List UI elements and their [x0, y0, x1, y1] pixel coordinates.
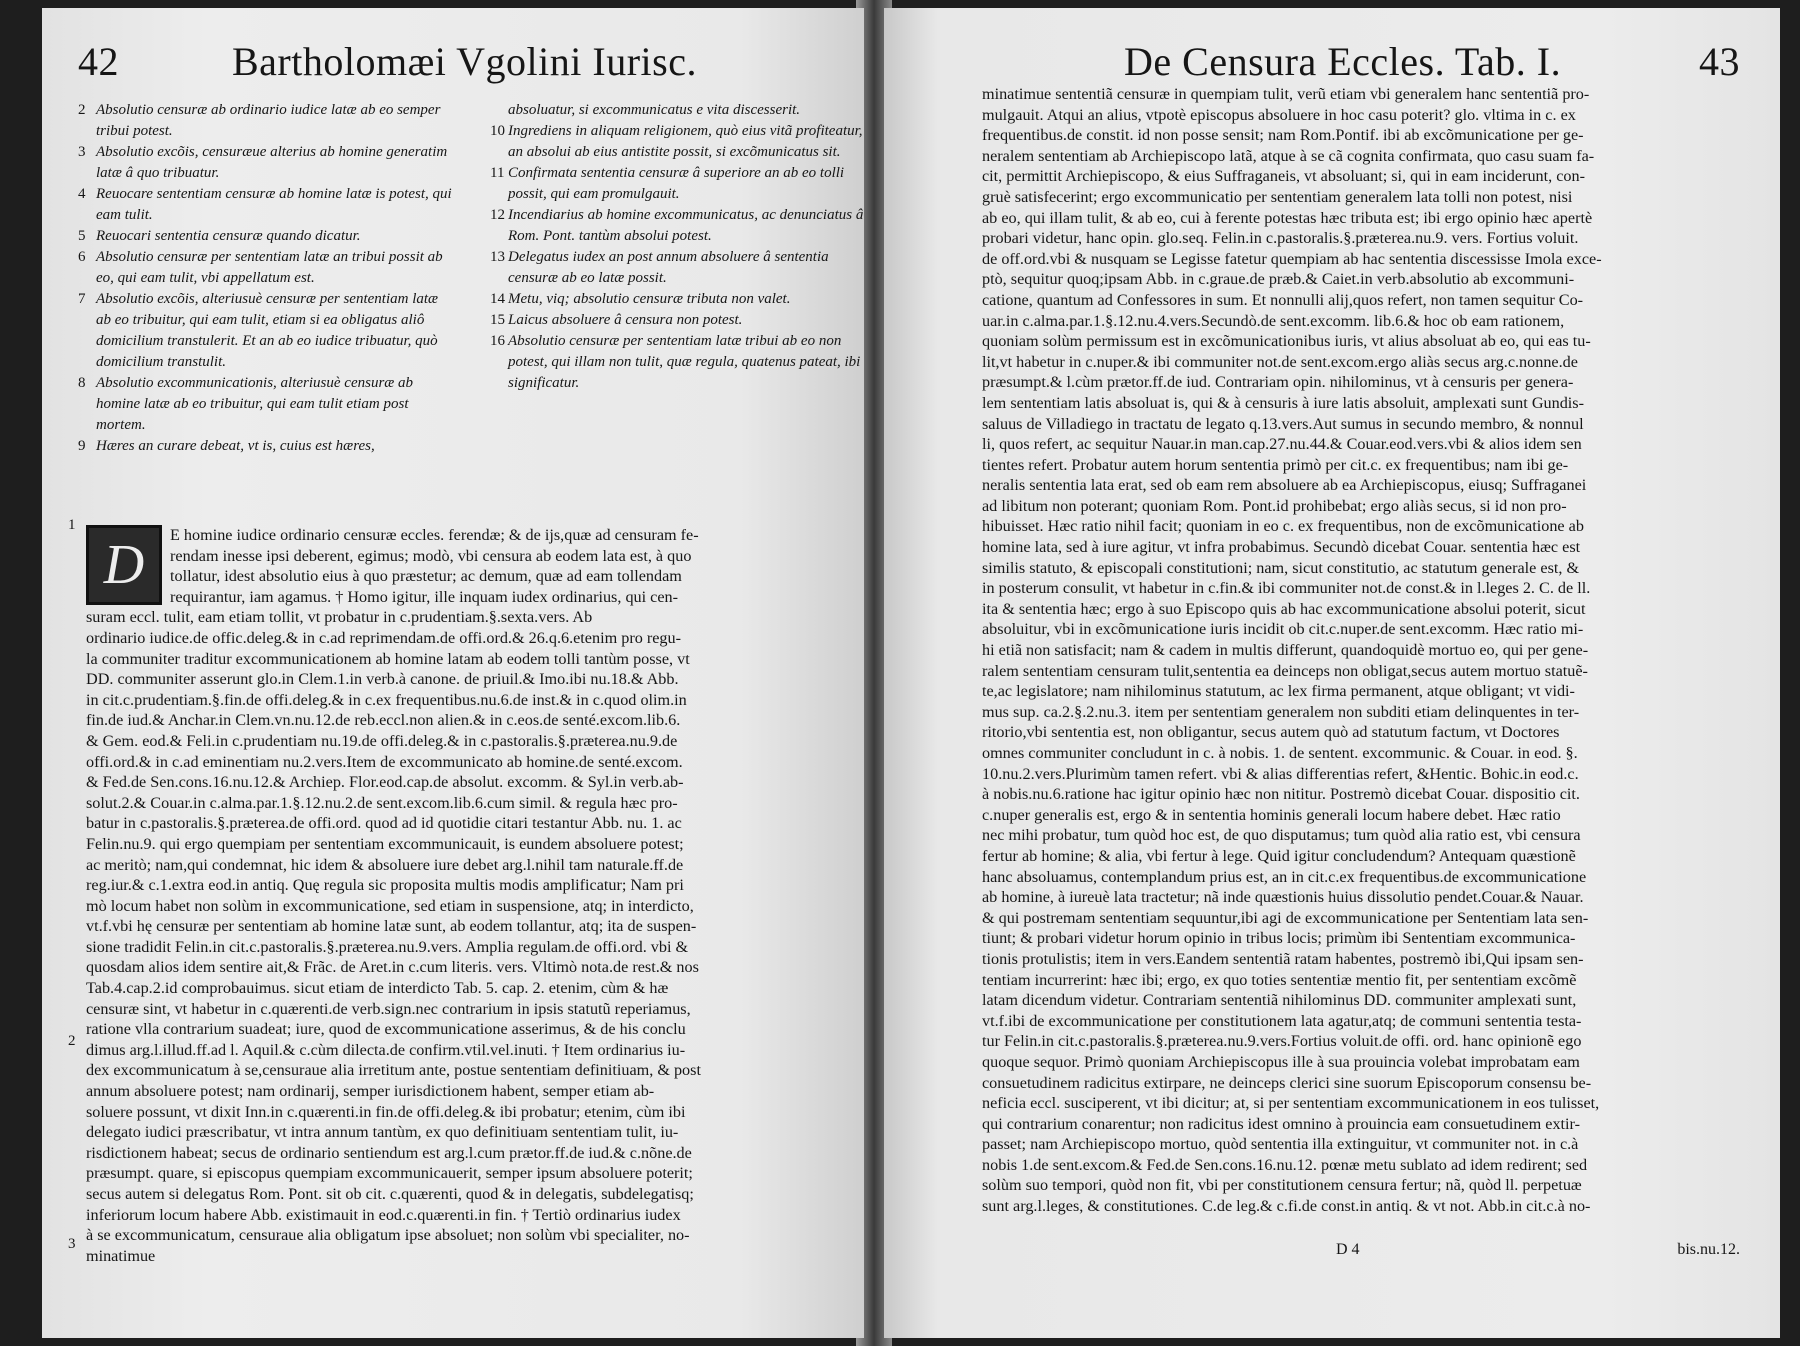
text-line: homine lata, sed à iure agitur, vt infra probabimus. Secundò dicebat Couar. sententia hæc est: [982, 538, 1581, 557]
text-line: neficia eccl. susciperent, vt ibi dicitur; at, si per sententiam excommunicationem in eos tulisset,: [982, 1094, 1600, 1113]
summary-text: Incendiarius ab homine excommunicatus, ac denunciatus â Rom. Pont. tantùm absolui potest.: [508, 207, 864, 244]
text-line: omnes communiter concludunt in c. à nobis. 1. de sentent. excommunic. & Couar. in eod. §.: [982, 744, 1578, 762]
summaries-column-1: [78, 100, 453, 457]
text-line: sunt arg.l.leges, & constitutiones. C.de leg.& c.fi.de const.in antiq. & vt not. Abb.in cit.c.à no-: [982, 1197, 1591, 1216]
summary-text: absoluatur, si excommunicatus e vita discesserit.: [508, 102, 801, 118]
text-line: catione, quantum ad Confessores in sum. Et nonnulli alij,quos refert, non tamen sequitur Co-: [982, 290, 1584, 309]
text-line: & Fed.de Sen.cons.16.nu.12.& Archiep. Flor.eod.cap.de absolut. excomm. & Syl.in verb.ab-: [86, 773, 684, 792]
text-line: Tab.4.cap.2.id comprobauimus. sicut etiam de interdicto Tab. 5. cap. 2. etenim, cùm & hæ: [86, 979, 669, 998]
text-line: à se excommunicatum, censuraue alia obligatum ipse absoluet; non solùm vbi specialiter, no-: [86, 1226, 690, 1245]
text-line: soluere possunt, vt dixit Inn.in c.quærenti.in fin.de offi.deleg.& ibi probatur; etenim, cùm ibi: [86, 1102, 686, 1121]
summary-number: 15: [490, 312, 505, 328]
text-line: & Gem. eod.& Feli.in c.prudentiam nu.19.de offi.deleg.& in c.pastoralis.§.præterea.nu.9.de: [86, 731, 678, 750]
summary-number: 10: [490, 123, 505, 139]
text-line: hi etiã non satisfacit; nam & cadem in multis differunt, quandoquidè mortuo eo, qui per gene-: [982, 641, 1589, 660]
text-line: DD. communiter asserunt glo.in Clem.1.in verb.à canone. de priuil.& Imo.ibi nu.18.& Abb.: [86, 670, 679, 689]
text-line: la communiter traditur excommunicationem ab homine latam ab eodem tolli tantùm posse, vt: [86, 649, 690, 668]
text-line: neralis sententia lata erat, sed ob eam rem absoluere ab ea Archiepiscopus, eiusq; Suffraganei: [982, 476, 1587, 495]
summary-text: Absolutio censuræ ab ordinario iudice latæ ab eo semper tribui potest.: [96, 102, 441, 139]
right-running-head: De Censura Eccles. Tab. I.: [1124, 39, 1562, 84]
left-body-text: [86, 525, 856, 1266]
summary-text: Absolutio excõis, alteriusuè censuræ per sententiam latæ ab eo tribuitur, qui eam tulit, etiam si ea obligatus aliô domicilium transtulerit. Et an ab eo iudice tribuatur, quò domicilium transtulit.: [96, 291, 439, 370]
text-line: censuræ sint, vt habetur in c.quærenti.de verb.sign.nec contrarium in ipsis statutũ reperiamus,: [86, 999, 691, 1018]
margin-number: 1: [68, 517, 76, 533]
text-line: mò locum habet non solùm in excommunicatione, sed etiam in suspensione, atq; in interdicto,: [86, 896, 694, 915]
text-line: fin.de iud.& Anchar.in Clem.vn.nu.12.de reb.eccl.non alien.& in c.eos.de senté.excom.lib.6.: [86, 711, 681, 730]
summary-text: Delegatus iudex an post annum absoluere â sententia censuræ ab eo latæ possit.: [508, 249, 829, 286]
summary-number: 3: [78, 144, 86, 160]
summary-text: Hæres an curare debeat, vt is, cuius est hæres,: [96, 438, 375, 454]
right-page-number: 43: [1699, 39, 1740, 84]
text-line: te,ac legislatore; nam nihilominus statutum, ac lex firma permanent, atque obligant; vt vidi-: [982, 682, 1575, 701]
text-line: risdictionem habeat; secus de ordinario sentiendum est arg.l.cum prætor.ff.de iud.& c.nõne.de: [86, 1143, 692, 1162]
text-line: E homine iudice ordinario censuræ eccles. ferendæ; & de ijs,quæ ad censuram fe-: [170, 526, 699, 544]
summary-number: 13: [490, 249, 505, 265]
left-running-head: Bartholomæi Vgolini Iurisc.: [232, 39, 697, 84]
right-body-text: [982, 84, 1752, 1217]
summary-number: 12: [490, 207, 505, 223]
text-line: quoque sequor. Primò quoniam Archiepiscopus ille à sua prouincia volebat improbatam eam: [982, 1052, 1580, 1071]
margin-number: 2: [68, 1033, 76, 1049]
summary-item: [490, 310, 864, 331]
text-line: requirantur, iam agamus. † Homo igitur, ille inquam iudex ordinarius, qui cen-: [170, 587, 679, 606]
text-line: lit,vt habetur in c.nuper.& ibi communiter not.de sent.excom.ergo aliàs secus arg.c.nonne.de: [982, 352, 1578, 371]
summary-item: [78, 289, 453, 373]
summary-number: 16: [490, 333, 505, 349]
summary-item: [78, 142, 453, 184]
summary-text: Confirmata sententia censuræ â superiore an ab eo tolli possit, qui eam promulgauit.: [508, 165, 845, 202]
text-line: secus autem si delegatus Rom. Pont. sit ob cit. c.quærenti, quod & in delegatis, subdelegatisq;: [86, 1185, 694, 1203]
text-line: delegato iudici præscribatur, vt intra annum tantùm, ex quo definitiuam sententiam tulit, iu-: [86, 1123, 679, 1142]
summary-text: Metu, viq; absolutio censuræ tributa non valet.: [508, 291, 791, 307]
summary-item: [78, 100, 453, 142]
text-line: vt.f.ibi de excommunicatione per constitutionem lata agatur,atq; de communi sententia testa-: [982, 1011, 1582, 1030]
text-line: inferiorum locum habere Abb. existimauit in eod.c.quærenti.in fin. † Tertiò ordinarius iudex: [86, 1205, 681, 1224]
text-line: probari videtur, hanc opin. glo.seq. Felin.in c.pastoralis.§.præterea.nu.9. vers. Fortius voluit.: [982, 229, 1579, 248]
summary-number: 6: [78, 249, 86, 265]
summary-item: [78, 373, 453, 436]
summary-text: Laicus absoluere â censura non potest.: [508, 312, 743, 328]
text-line: solut.2.& Couar.in c.alma.par.1.§.12.nu.2.de sent.excom.lib.6.cum simil. & regula hæc pro-: [86, 793, 678, 812]
text-line: in posterum consulit, vt habetur in c.fin.& ibi communiter not.de const.& in l.leges 2. C. de ll.: [982, 579, 1591, 598]
text-line: c.nuper generalis est, ergo & in sententia hominis generali locum habere debet. Hæc ratio: [982, 805, 1561, 824]
text-line: ralem sententiam censuram tulit,sententia ea deinceps non obligat,secus autem mortuo statuẽ-: [982, 661, 1588, 680]
text-line: vt.f.vbi hę censuræ per sententiam ab homine latæ sunt, ab eodem tollantur, atq; ita de suspen-: [86, 917, 697, 936]
text-line: rendam inesse ipsi deberent, egimus; modò, vbi censura ab eodem lata est, à quo: [170, 546, 692, 565]
left-page-number: 42: [78, 39, 119, 84]
right-page: [884, 8, 1780, 1338]
text-line: neralem sententiam ab Archiepiscopo latã, atque à se cã cognita confirmata, quo casu suam fa-: [982, 146, 1595, 165]
text-line: absoluitur, vbi in excõmunicatione iuris incidit ob cit.c.nuper.de sent.excomm. Hæc ratio mi-: [982, 620, 1584, 639]
text-line: dex excommunicatum à se,censuraue alia irretitum ante, postue sententiam definitiuam, & post: [86, 1061, 701, 1080]
summary-text: Reuocare sententiam censuræ ab homine latæ is potest, qui eam tulit.: [96, 186, 452, 223]
text-line: cit, permittit Archiepiscopo, & eius Suffraganeis, vt absoluant; si, qui in eam inciderunt, con-: [982, 167, 1586, 186]
text-line: præsumpt. quare, si episcopus quempiam excommunicauerit, semper ipsum absoluere poterit;: [86, 1164, 693, 1183]
summary-number: 2: [78, 102, 86, 118]
text-line: batur in c.pastoralis.§.præterea.de offi.ord. quod ad id quotidie citari testantur Abb. nu. 1. ac: [86, 814, 682, 833]
text-line: saluus de Villadiego in tractatu de legato q.13.vers.Aut sumus in secundo membro, & nonnul: [982, 414, 1584, 433]
text-line: ad libitum non poterant; quoniam Rom. Pont.id prohibebat; ergo aliàs secus, si id non pro-: [982, 496, 1567, 515]
summary-number: 7: [78, 291, 86, 307]
text-line: qui contrarium conarentur; non radicitus idest omnino à prouincia eam consuetudinem extir-: [982, 1114, 1580, 1133]
text-line: quosdam alios idem sentire ait,& Frãc. de Aret.in c.cum literis. vers. Vltimò nota.de rest.& nos: [86, 958, 699, 977]
summary-item: [490, 205, 864, 247]
text-line: uar.in c.alma.par.1.§.12.nu.4.vers.Secundò.de sent.excomm. lib.6.& hoc ob eam rationem,: [982, 311, 1565, 330]
dropcap-initial: D: [86, 525, 162, 605]
summary-number: 5: [78, 228, 86, 244]
text-line: tientes refert. Probatur autem horum sententia primò per cit.c. ex frequentibus; nam ibi ge-: [982, 455, 1569, 474]
text-line: 10.nu.2.vers.Plurimùm tamen refert. vbi & alias differentias refert, &Hentic. Bohic.in eod.c.: [982, 764, 1579, 783]
catchword: bis.nu.12.: [1677, 1241, 1740, 1258]
text-line: de off.ord.vbi & nusquam se Legisse fatetur quempiam ab hac sententia discessisse Imola exce-: [982, 249, 1602, 268]
text-line: ordinario iudice.de offic.deleg.& in c.ad reprimendam.de offi.ord.& 26.q.6.etenim pro regu-: [86, 628, 682, 647]
text-line: hibuisset. Hæc ratio nihil facit; quoniam in eo c. ex frequentibus, non de excõmunicatione ab: [982, 517, 1584, 536]
text-line: ritorio,vbi sententia est, non obligantur, secus autem quò ad statutum factum, vt Doctores: [982, 723, 1560, 742]
summary-item: [490, 100, 864, 121]
text-line: solùm suo tempori, quòd non fit, vbi per constitutionem censura fertur; nã, quòd ll. perpetuæ: [982, 1176, 1582, 1195]
text-line: tur Felin.in cit.c.pastoralis.§.præterea.nu.9.vers.Fortius voluit.de offi. ord. hanc opinionẽ ego: [982, 1032, 1582, 1051]
text-line: latam dicendum videtur. Contrariam sententiã nihilominus DD. communiter amplexati sunt,: [982, 991, 1577, 1010]
summary-item: [78, 436, 453, 457]
text-line: minatimue: [86, 1246, 156, 1265]
text-line: mulgauit. Atqui an alius, vtpotè episcopus absoluere in hoc casu poterit? glo. vltima in c. ex: [982, 105, 1576, 124]
left-page: [42, 8, 864, 1338]
text-line: nobis 1.de sent.excom.& Fed.de Sen.cons.16.nu.12. pœnæ metu sublato ad idem redirent; sed: [982, 1155, 1588, 1174]
summary-text: Absolutio excommunicationis, alteriusuè censuræ ab homine latæ ab eo tribuitur, qui eam tulit etiam post mortem.: [96, 375, 414, 433]
signature-mark: D 4: [1336, 1241, 1360, 1258]
text-line: ptò, sequitur quoq;ipsam Abb. in c.graue.de præb.& Caiet.in verb.absolutio ab excommuni-: [982, 270, 1575, 289]
summary-text: Ingrediens in aliquam religionem, quò eius vitã profiteatur, an absolui ab eius antistite possit, si excõmunicatus sit.: [508, 123, 863, 160]
text-line: tionis protulistis; item in vers.Eandem sententiã ratam habentes, postremò ibi,Qui ipsam sen-: [982, 949, 1584, 968]
summary-number: 8: [78, 375, 86, 391]
summary-item: [490, 121, 864, 163]
text-line: ratione vlla contrarium suadeat; iure, quod de excommunicatione asserimus, & de his conclu: [86, 1020, 686, 1039]
margin-number: 3: [68, 1236, 76, 1252]
text-line: similis statuto, & episcopali constitutioni; nam, sicut constitutio, ac statutum generale est, &: [982, 558, 1580, 577]
text-line: ab homine, à iureuè lata tractetur; nã inde quæstionis huius dissolutio pendet.Couar.& Nauar.: [982, 888, 1584, 907]
text-line: Felin.nu.9. qui ergo quempiam per sententiam excommunicauit, is eundem absoluere potest;: [86, 834, 684, 853]
summary-item: [490, 247, 864, 289]
summary-text: Absolutio censuræ per sententiam latæ tribui ab eo non potest, qui illam non tulit, quæ regula, quatenus pateat, ibi significatur.: [508, 333, 861, 391]
text-line: & qui postremam sententiam sequuntur,ibi agi de excommunicatione per Sententiam lata sen-: [982, 908, 1589, 927]
summary-number: 14: [490, 291, 505, 307]
text-line: annum absoluere potest; nam ordinarij, semper iurisdictionem habent, semper etiam ab-: [86, 1082, 655, 1101]
text-line: mus sup. ca.2.§.2.nu.3. item per sententiam generalem non subditi etiam delinquentes in ter-: [982, 702, 1580, 721]
text-line: præsumpt.& l.cùm prætor.ff.de iud. Contrariam opin. nihilominus, vt à censuris per genera-: [982, 373, 1574, 392]
summary-text: Absolutio censuræ per sententiam latæ an tribui possit ab eo, qui eam tulit, vbi appellatum est.: [96, 249, 443, 286]
text-line: tentiam incurrerint: hæc ibi; ergo, ex quo toties sententiæ mentio fit, per sententiam excõmẽ: [982, 970, 1577, 989]
text-line: li, quos refert, ac sequitur Nauar.in man.cap.27.nu.44.& Couar.eod.vers.vbi & alios idem sen: [982, 435, 1582, 454]
text-line: ab eo, qui illam tulit, & ab eo, cui à ferente potestas hæc tributa est; ibi ergo opinio hæc apertè: [982, 208, 1593, 227]
summary-item: [490, 331, 864, 394]
text-line: dimus arg.l.illud.ff.ad l. Aquil.& c.cùm dilecta.de confirm.vtil.vel.inuti. † Item ordinarius iu-: [86, 1040, 686, 1059]
text-line: consuetudinem radicitus extirpare, ne deinceps clerici sine suorum Episcoporum consensu be-: [982, 1073, 1592, 1092]
text-line: reg.iur.& c.1.extra eod.in antiq. Quę regula sic proposita multis modis amplificatur; Nam pri: [86, 876, 684, 895]
text-line: minatimue sententiã censuræ in quempiam tulit, verũ etiam vbi generalem hanc sententiã pro-: [982, 85, 1590, 103]
text-line: gruè satisfecerint; ergo excommunicatio per sententiam generalem lata tolli non potest, nisi: [982, 187, 1573, 206]
text-line: tollatur, idest absolutio eius à quo præstetur; ac demum, quæ ad eam tollendam: [170, 567, 682, 586]
summaries-column-2: [490, 100, 864, 394]
summary-item: [78, 247, 453, 289]
text-line: in cit.c.prudentiam.§.fin.de offi.deleg.& in c.ex frequentibus.nu.6.de inst.& in c.quod olim.in: [86, 690, 687, 709]
summary-number: 9: [78, 438, 86, 454]
text-line: offi.ord.& in c.ad eminentiam nu.2.vers.Item de excommunicato ab homine.de senté.excom.: [86, 752, 683, 771]
text-line: frequentibus.de constit. id non posse sensit; nam Rom.Pontif. ibi ab excõmunicatione per ge-: [982, 126, 1584, 145]
left-body-lines: [86, 525, 856, 1266]
text-line: sione tradidit Felin.in cit.c.pastoralis.§.præterea.nu.9.vers. Amplia regulam.de offi.ord. vbi &: [86, 937, 689, 956]
text-line: hanc absoluamus, contemplandum prius est, an in cit.c.ex frequentibus.de excommunicatione: [982, 867, 1587, 886]
text-line: à nobis.nu.6.ratione hac igitur opinio hæc non nititur. Postremò dicebat Couar. dispositio cit.: [982, 785, 1580, 804]
text-line: ita & sententia hæc; ergo à suo Episcopo quis ab hac excommunicatione absolui poterit, sicut: [982, 599, 1586, 618]
text-line: fertur ab homine; & alia, vbi fertur à lege. Quid igitur concludendum? Antequam quæstionẽ: [982, 846, 1576, 865]
text-line: ac meritò; nam,qui condemnat, hic idem & absoluere iure debet arg.l.nihil tam naturale.ff.de: [86, 855, 684, 874]
text-line: passet; nam Archiepiscopo mortuo, quòd sententia illa extinguitur, vt communiter not. in c.à: [982, 1135, 1579, 1154]
summary-item: [78, 226, 453, 247]
summary-text: Absolutio excõis, censuræue alterius ab homine generatim latæ â quo tribuatur.: [96, 144, 448, 181]
summary-item: [78, 184, 453, 226]
text-line: lem sententiam latis absoluat is, qui & à censuris à iure latis absoluit, amplexati sunt Gundis-: [982, 393, 1584, 412]
summary-text: Reuocari sententia censuræ quando dicatur.: [96, 228, 361, 244]
summary-item: [490, 163, 864, 205]
summary-item: [490, 289, 864, 310]
summary-number: 11: [490, 165, 505, 181]
text-line: quoniam solùm permissum est in excõmunicationibus iuris, vt alius absoluat ab eo, qui eas tu-: [982, 332, 1591, 351]
text-line: tiunt; & probari videtur horum opinio in tribus locis; primùm ibi Sententiam excommunica-: [982, 929, 1576, 948]
text-line: nec mihi probatur, tum quòd hoc est, de quo disputamus; tum quòd alia ratio est, vbi censura: [982, 826, 1581, 845]
summary-number: 4: [78, 186, 86, 202]
text-line: suram eccl. tulit, eam etiam tollit, vt probatur in c.prudentiam.§.sexta.vers. Ab: [86, 608, 593, 627]
